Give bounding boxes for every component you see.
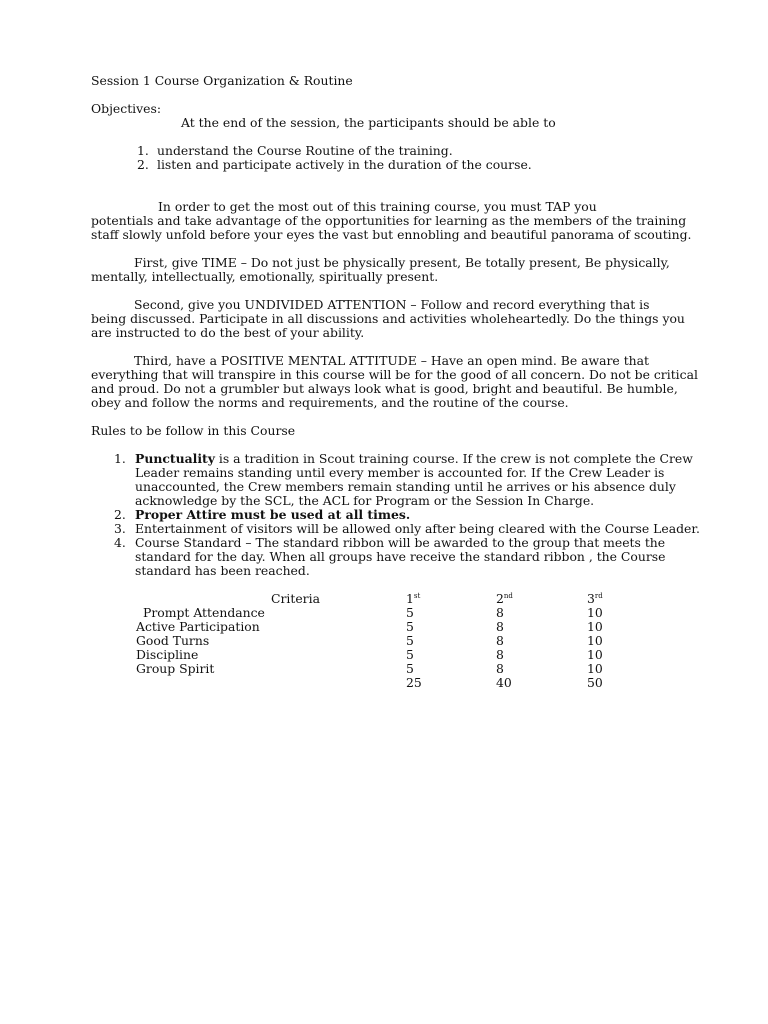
- rule-text-line: acknowledge by the SCL, the ACL for Program or the Session In Charge.: [135, 493, 595, 508]
- criteria-cell: Group Spirit: [136, 661, 215, 676]
- rule-number: 2.: [114, 507, 126, 522]
- objective-number: 2.: [137, 157, 149, 172]
- score-cell: 10: [587, 647, 603, 662]
- time-paragraph-line: mentally, intellectually, emotionally, spiritually present.: [91, 269, 439, 284]
- column-header-suffix: nd: [503, 592, 513, 600]
- objective-item: understand the Course Routine of the training.: [157, 143, 453, 158]
- score-cell: 8: [496, 633, 504, 648]
- rule-keyword: Punctuality: [135, 451, 215, 466]
- rule-text-line: standard for the day. When all groups have receive the standard ribbon , the Course: [135, 549, 666, 564]
- score-cell: 10: [587, 661, 603, 676]
- criteria-cell: Good Turns: [136, 633, 210, 648]
- rule-text-line: standard has been reached.: [135, 563, 310, 578]
- criteria-header: Criteria: [271, 591, 320, 606]
- column-header-base: 2: [496, 591, 504, 606]
- column-header-base: 1: [406, 591, 414, 606]
- score-cell: 8: [496, 619, 504, 634]
- rule-item: [135, 452, 693, 466]
- objectives-intro: At the end of the session, the participants should be able to: [181, 115, 556, 130]
- rule-text-line: Course Standard – The standard ribbon will be awarded to the group that meets the: [135, 535, 666, 550]
- attitude-paragraph-line: everything that will transpire in this course will be for the good of all concern. Do not be critical: [91, 367, 698, 382]
- score-cell: 5: [406, 661, 414, 676]
- score-cell: 10: [587, 633, 603, 648]
- score-cell: 5: [406, 647, 414, 662]
- column-header-3rd: [587, 592, 603, 606]
- score-cell: 8: [496, 605, 504, 620]
- total-cell: 50: [587, 675, 603, 690]
- column-header-2nd: [496, 592, 513, 606]
- objective-number: 1.: [137, 143, 149, 158]
- attention-paragraph-line: being discussed. Participate in all discussions and activities wholeheartedly. Do the things you: [91, 311, 685, 326]
- intro-paragraph-line: In order to get the most out of this training course, you must TAP you: [158, 199, 597, 214]
- column-header-suffix: st: [413, 592, 421, 600]
- intro-paragraph-line: staff slowly unfold before your eyes the vast but ennobling and beautiful panorama of scouting.: [91, 227, 692, 242]
- column-header-suffix: rd: [594, 592, 603, 600]
- rule-number: 3.: [114, 521, 126, 536]
- rule-number: 1.: [114, 451, 126, 466]
- rule-item: Entertainment of visitors will be allowed only after being cleared with the Course Leader.: [135, 521, 700, 536]
- attitude-paragraph-line: Third, have a POSITIVE MENTAL ATTITUDE – Have an open mind. Be aware that: [134, 353, 650, 368]
- score-cell: 8: [496, 661, 504, 676]
- time-paragraph-line: First, give TIME – Do not just be physically present, Be totally present, Be physically,: [134, 255, 670, 270]
- rule-text-line: unaccounted, the Crew members remain standing until he arrives or his absence duly: [135, 479, 676, 494]
- criteria-cell: Prompt Attendance: [143, 605, 265, 620]
- objective-item: listen and participate actively in the duration of the course.: [157, 157, 532, 172]
- rule-text: is a tradition in Scout training course. If the crew is not complete the Crew: [214, 451, 693, 466]
- score-cell: 5: [406, 605, 414, 620]
- attention-paragraph-line: are instructed to do the best of your ability.: [91, 325, 365, 340]
- rule-text-line: Leader remains standing until every member is accounted for. If the Crew Leader is: [135, 465, 665, 480]
- rules-heading: Rules to be follow in this Course: [91, 423, 296, 438]
- objectives-label: Objectives:: [91, 101, 162, 116]
- score-cell: 5: [406, 619, 414, 634]
- attitude-paragraph-line: and proud. Do not a grumbler but always look what is good, bright and beautiful. Be humble,: [91, 381, 678, 396]
- column-header-base: 3: [587, 591, 595, 606]
- attitude-paragraph-line: obey and follow the norms and requirements, and the routine of the course.: [91, 395, 569, 410]
- score-cell: 10: [587, 605, 603, 620]
- session-title: Session 1 Course Organization & Routine: [91, 73, 353, 88]
- intro-paragraph-line: potentials and take advantage of the opportunities for learning as the members of the training: [91, 213, 687, 228]
- score-cell: 8: [496, 647, 504, 662]
- rule-item: Proper Attire must be used at all times.: [135, 507, 411, 522]
- criteria-cell: Active Participation: [136, 619, 260, 634]
- criteria-cell: Discipline: [136, 647, 199, 662]
- attention-paragraph-line: Second, give you UNDIVIDED ATTENTION – Follow and record everything that is: [134, 297, 650, 312]
- score-cell: 10: [587, 619, 603, 634]
- total-cell: 25: [406, 675, 422, 690]
- score-cell: 5: [406, 633, 414, 648]
- total-cell: 40: [496, 675, 512, 690]
- rule-number: 4.: [114, 535, 126, 550]
- column-header-1st: [406, 592, 420, 606]
